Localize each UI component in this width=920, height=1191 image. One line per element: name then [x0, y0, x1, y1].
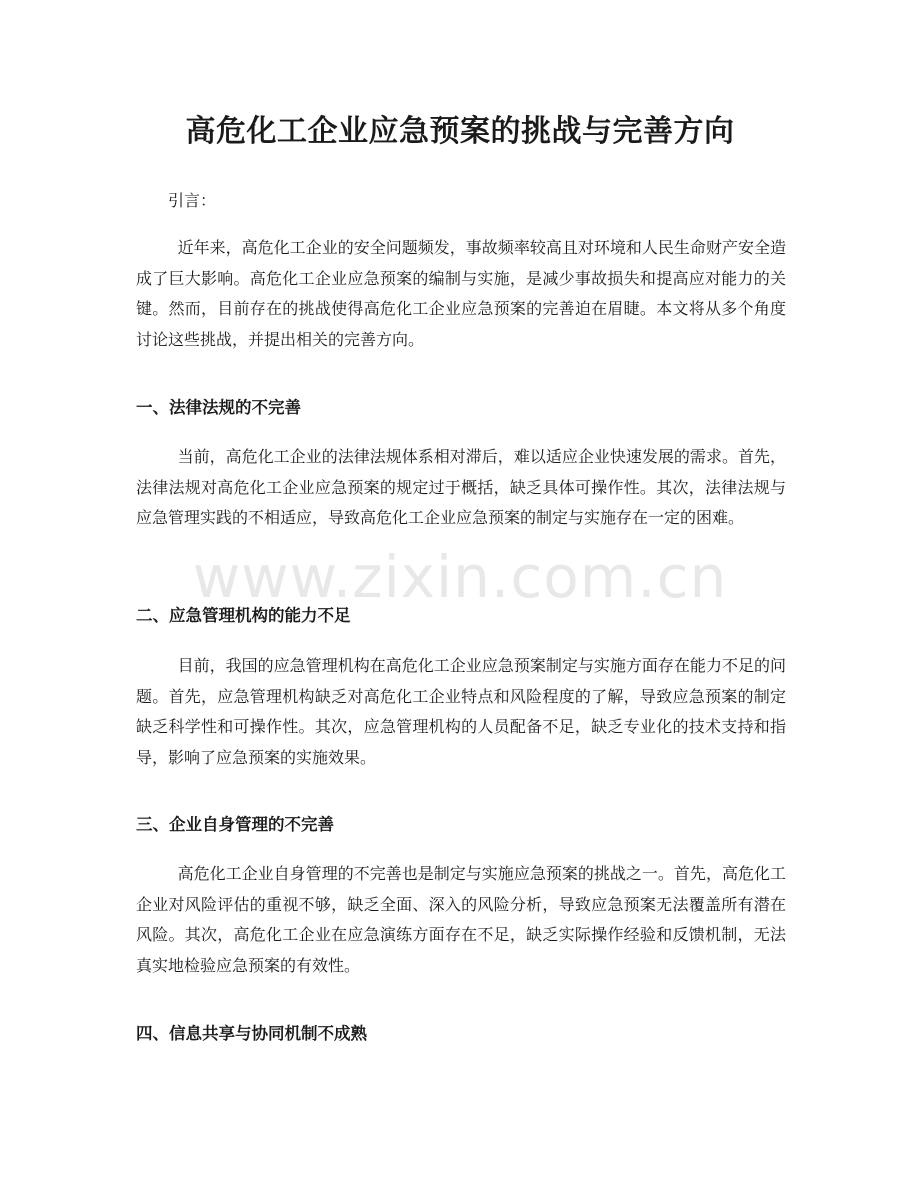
- section-paragraph-1: 当前，高危化工企业的法律法规体系相对滞后，难以适应企业快速发展的需求。首先，法律法规对高危化工企业应急预案的规定过于概括，缺乏具体可操作性。其次，法律法规与应急管理实践的不相适应，导致高危化工企业应急预案的制定与实施存在一定的困难。: [136, 447, 786, 527]
- document-title: 高危化工企业应急预案的挑战与完善方向: [185, 114, 735, 149]
- section-heading-4: 四、信息共享与协同机制不成熟: [136, 1024, 367, 1043]
- section-heading-1: 一、法律法规的不完善: [136, 398, 301, 417]
- section-heading-2: 二、应急管理机构的能力不足: [136, 606, 351, 625]
- watermark: www.zixin.com.cn: [192, 543, 728, 611]
- section-paragraph-3: 高危化工企业自身管理的不完善也是制定与实施应急预案的挑战之一。首先，高危化工企业对风险评估的重视不够，缺乏全面、深入的风险分析，导致应急预案无法覆盖所有潜在风险。其次，高危化工企业在应急演练方面存在不足，缺乏实际操作经验和反馈机制，无法真实地检验应急预案的有效性。: [136, 864, 786, 975]
- intro-paragraph: 近年来，高危化工企业的安全问题频发，事故频率较高且对环境和人民生命财产安全造成了巨大影响。高危化工企业应急预案的编制与实施，是减少事故损失和提高应对能力的关键。然而，目前存在的挑战使得高危化工企业应急预案的完善迫在眉睫。本文将从多个角度讨论这些挑战，并提出相关的完善方向。: [136, 238, 786, 349]
- intro-label: 引言：: [168, 191, 217, 210]
- section-heading-3: 三、企业自身管理的不完善: [136, 815, 334, 834]
- section-paragraph-2: 目前，我国的应急管理机构在高危化工企业应急预案制定与实施方面存在能力不足的问题。首先，应急管理机构缺乏对高危化工企业特点和风险程度的了解，导致应急预案的制定缺乏科学性和可操作性。其次，应急管理机构的人员配备不足，缺乏专业化的技术支持和指导，影响了应急预案的实施效果。: [136, 656, 786, 767]
